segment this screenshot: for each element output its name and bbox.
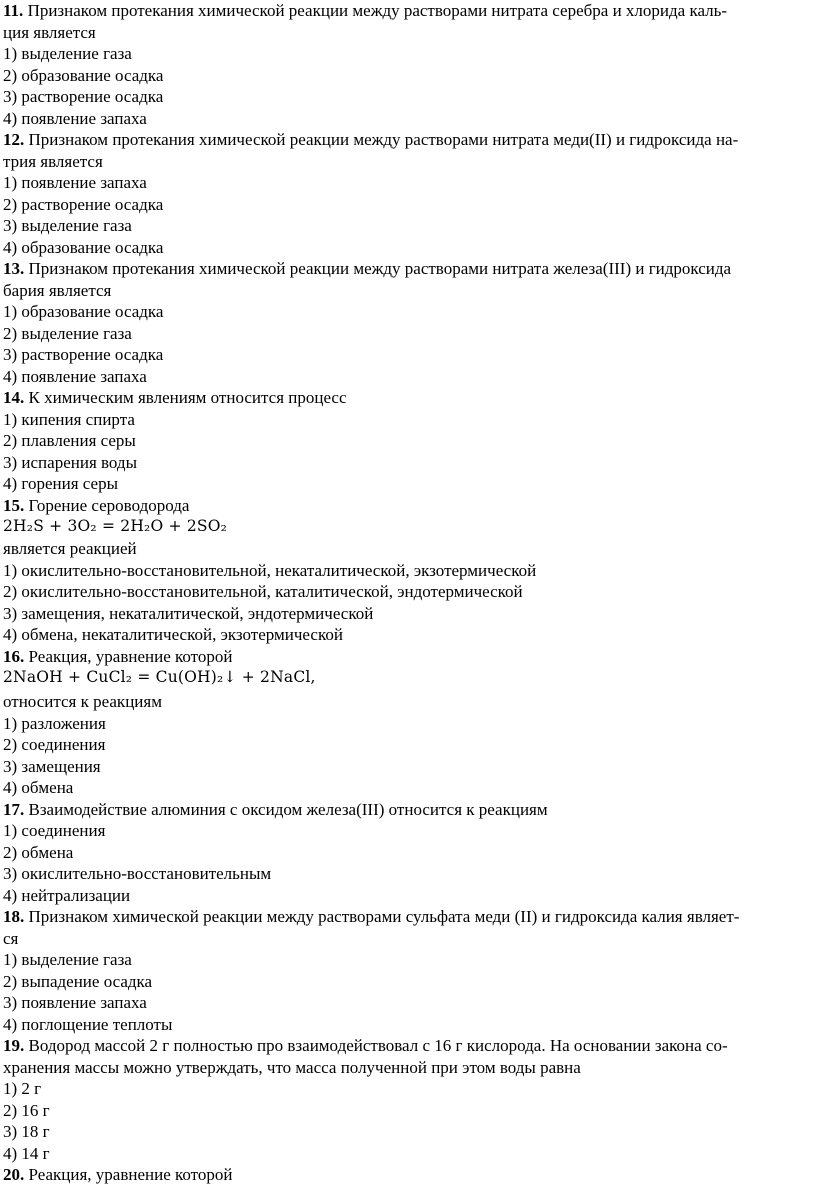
answer-option: 4) поглощение теплоты	[3, 1014, 173, 1034]
answer-option: 3) растворение осадка	[3, 345, 164, 364]
question-text	[3, 258, 814, 280]
answer-option: 4) появление запаха	[3, 108, 147, 128]
question-text	[3, 906, 814, 928]
question-text-line: хранения массы можно утверждать, что масса полученной при этом воды равна	[3, 1057, 581, 1077]
answer-option: 2) растворение осадка	[3, 194, 164, 214]
question-11	[3, 0, 814, 129]
question-text-line: Горение сероводорода	[24, 495, 190, 515]
question-13	[3, 258, 814, 387]
question-text-line: Признаком химической реакции между растворами сульфата меди (II) и гидроксида калия являет-	[24, 907, 740, 926]
question-text-line: Признаком протекания химической реакции между растворами нитрата железа(III) и гидроксида	[24, 259, 732, 278]
question-text	[3, 387, 814, 409]
question-text-line: Взаимодействие алюминия с оксидом железа(III) относится к реакциям	[24, 799, 548, 819]
question-19	[3, 1035, 814, 1164]
answer-option: 1) выделение газа	[3, 44, 132, 63]
question-number: 19.	[3, 1036, 25, 1055]
question-number: 16.	[3, 646, 25, 666]
answer-option: 4) нейтрализации	[3, 885, 131, 905]
answer-option: 1) 2 г	[3, 1079, 42, 1098]
question-text	[3, 129, 814, 151]
question-text	[3, 799, 814, 821]
answer-option: 2) выпадение осадка	[3, 971, 153, 991]
question-text	[3, 1035, 814, 1057]
question-15	[3, 495, 814, 646]
answer-option: 1) разложения	[3, 713, 106, 733]
answer-option: 3) выделение газа	[3, 216, 132, 235]
answer-option: 4) обмена	[3, 778, 74, 797]
question-number: 18.	[3, 907, 25, 926]
answer-option: 2) выделение газа	[3, 323, 132, 343]
answer-option: 1) окислительно-восстановительной, некаталитической, экзотермической	[3, 560, 537, 580]
question-text-line: Реакция, уравнение которой	[24, 646, 233, 666]
question-text-line: является реакцией	[3, 539, 137, 558]
question-number: 12.	[3, 130, 25, 149]
answer-option: 4) образование осадка	[3, 237, 164, 257]
question-14	[3, 387, 814, 495]
question-text-line: К химическим явлениям относится процесс	[24, 388, 347, 407]
answer-option: 1) образование осадка	[3, 302, 164, 321]
question-17	[3, 799, 814, 907]
question-text	[3, 495, 814, 517]
answer-option: 4) 14 г	[3, 1143, 50, 1163]
answer-option: 4) появление запаха	[3, 366, 147, 386]
answer-option: 4) горения серы	[3, 474, 118, 493]
answer-option: 1) выделение газа	[3, 950, 132, 969]
answer-option: 2) окислительно-восстановительной, каталитической, эндотермической	[3, 582, 523, 601]
answer-option: 4) обмена, некаталитической, экзотермической	[3, 625, 343, 644]
chemical-equation: 2H₂S + 3O₂ = 2H₂O + 2SO₂	[3, 517, 228, 535]
chemical-equation: 2NaOH + CuCl₂ = Cu(OH)₂↓ + 2NaCl,	[3, 668, 316, 686]
question-text-line: ция является	[3, 22, 96, 42]
answer-option: 3) растворение осадка	[3, 87, 164, 106]
answer-option: 1) появление запаха	[3, 173, 147, 192]
answer-option: 2) образование осадка	[3, 65, 164, 85]
question-16	[3, 646, 814, 799]
question-text-line: Признаком протекания химической реакции между растворами нитрата меди(II) и гидроксида на-	[24, 130, 739, 149]
question-number: 14.	[3, 388, 25, 407]
question-text	[3, 0, 814, 22]
answer-option: 2) обмена	[3, 842, 74, 862]
question-number: 13.	[3, 259, 25, 278]
answer-option: 3) замещения	[3, 756, 101, 776]
question-number: 20.	[3, 1165, 25, 1184]
answer-option: 3) 18 г	[3, 1122, 50, 1141]
question-18	[3, 906, 814, 1035]
answer-option: 2) плавления серы	[3, 431, 136, 450]
answer-option: 3) испарения воды	[3, 452, 137, 472]
question-text	[3, 646, 814, 668]
answer-option: 2) соединения	[3, 735, 106, 754]
question-text-line: Водород массой 2 г полностью про взаимодействовал с 16 г кислорода. На основании закона со-	[24, 1036, 728, 1055]
answer-option: 3) замещения, некаталитической, эндотермической	[3, 603, 374, 623]
question-number: 11.	[3, 1, 24, 20]
question-text-line: Признаком протекания химической реакции между растворами нитрата серебра и хлорида каль-	[23, 1, 728, 20]
answer-option: 2) 16 г	[3, 1100, 50, 1120]
answer-option: 1) кипения спирта	[3, 409, 135, 429]
question-text	[3, 1164, 814, 1186]
answer-option: 3) окислительно-восстановительным	[3, 864, 272, 883]
question-text-line: трия является	[3, 151, 103, 171]
question-text-line: Реакция, уравнение которой	[24, 1165, 233, 1184]
question-text-line: относится к реакциям	[3, 692, 162, 711]
answer-option: 1) соединения	[3, 821, 106, 840]
question-text-line: бария является	[3, 280, 112, 300]
question-number: 15.	[3, 495, 25, 515]
answer-option: 3) появление запаха	[3, 993, 147, 1012]
question-text-line: ся	[3, 928, 19, 948]
question-20	[3, 1164, 814, 1186]
question-12	[3, 129, 814, 258]
question-number: 17.	[3, 799, 25, 819]
